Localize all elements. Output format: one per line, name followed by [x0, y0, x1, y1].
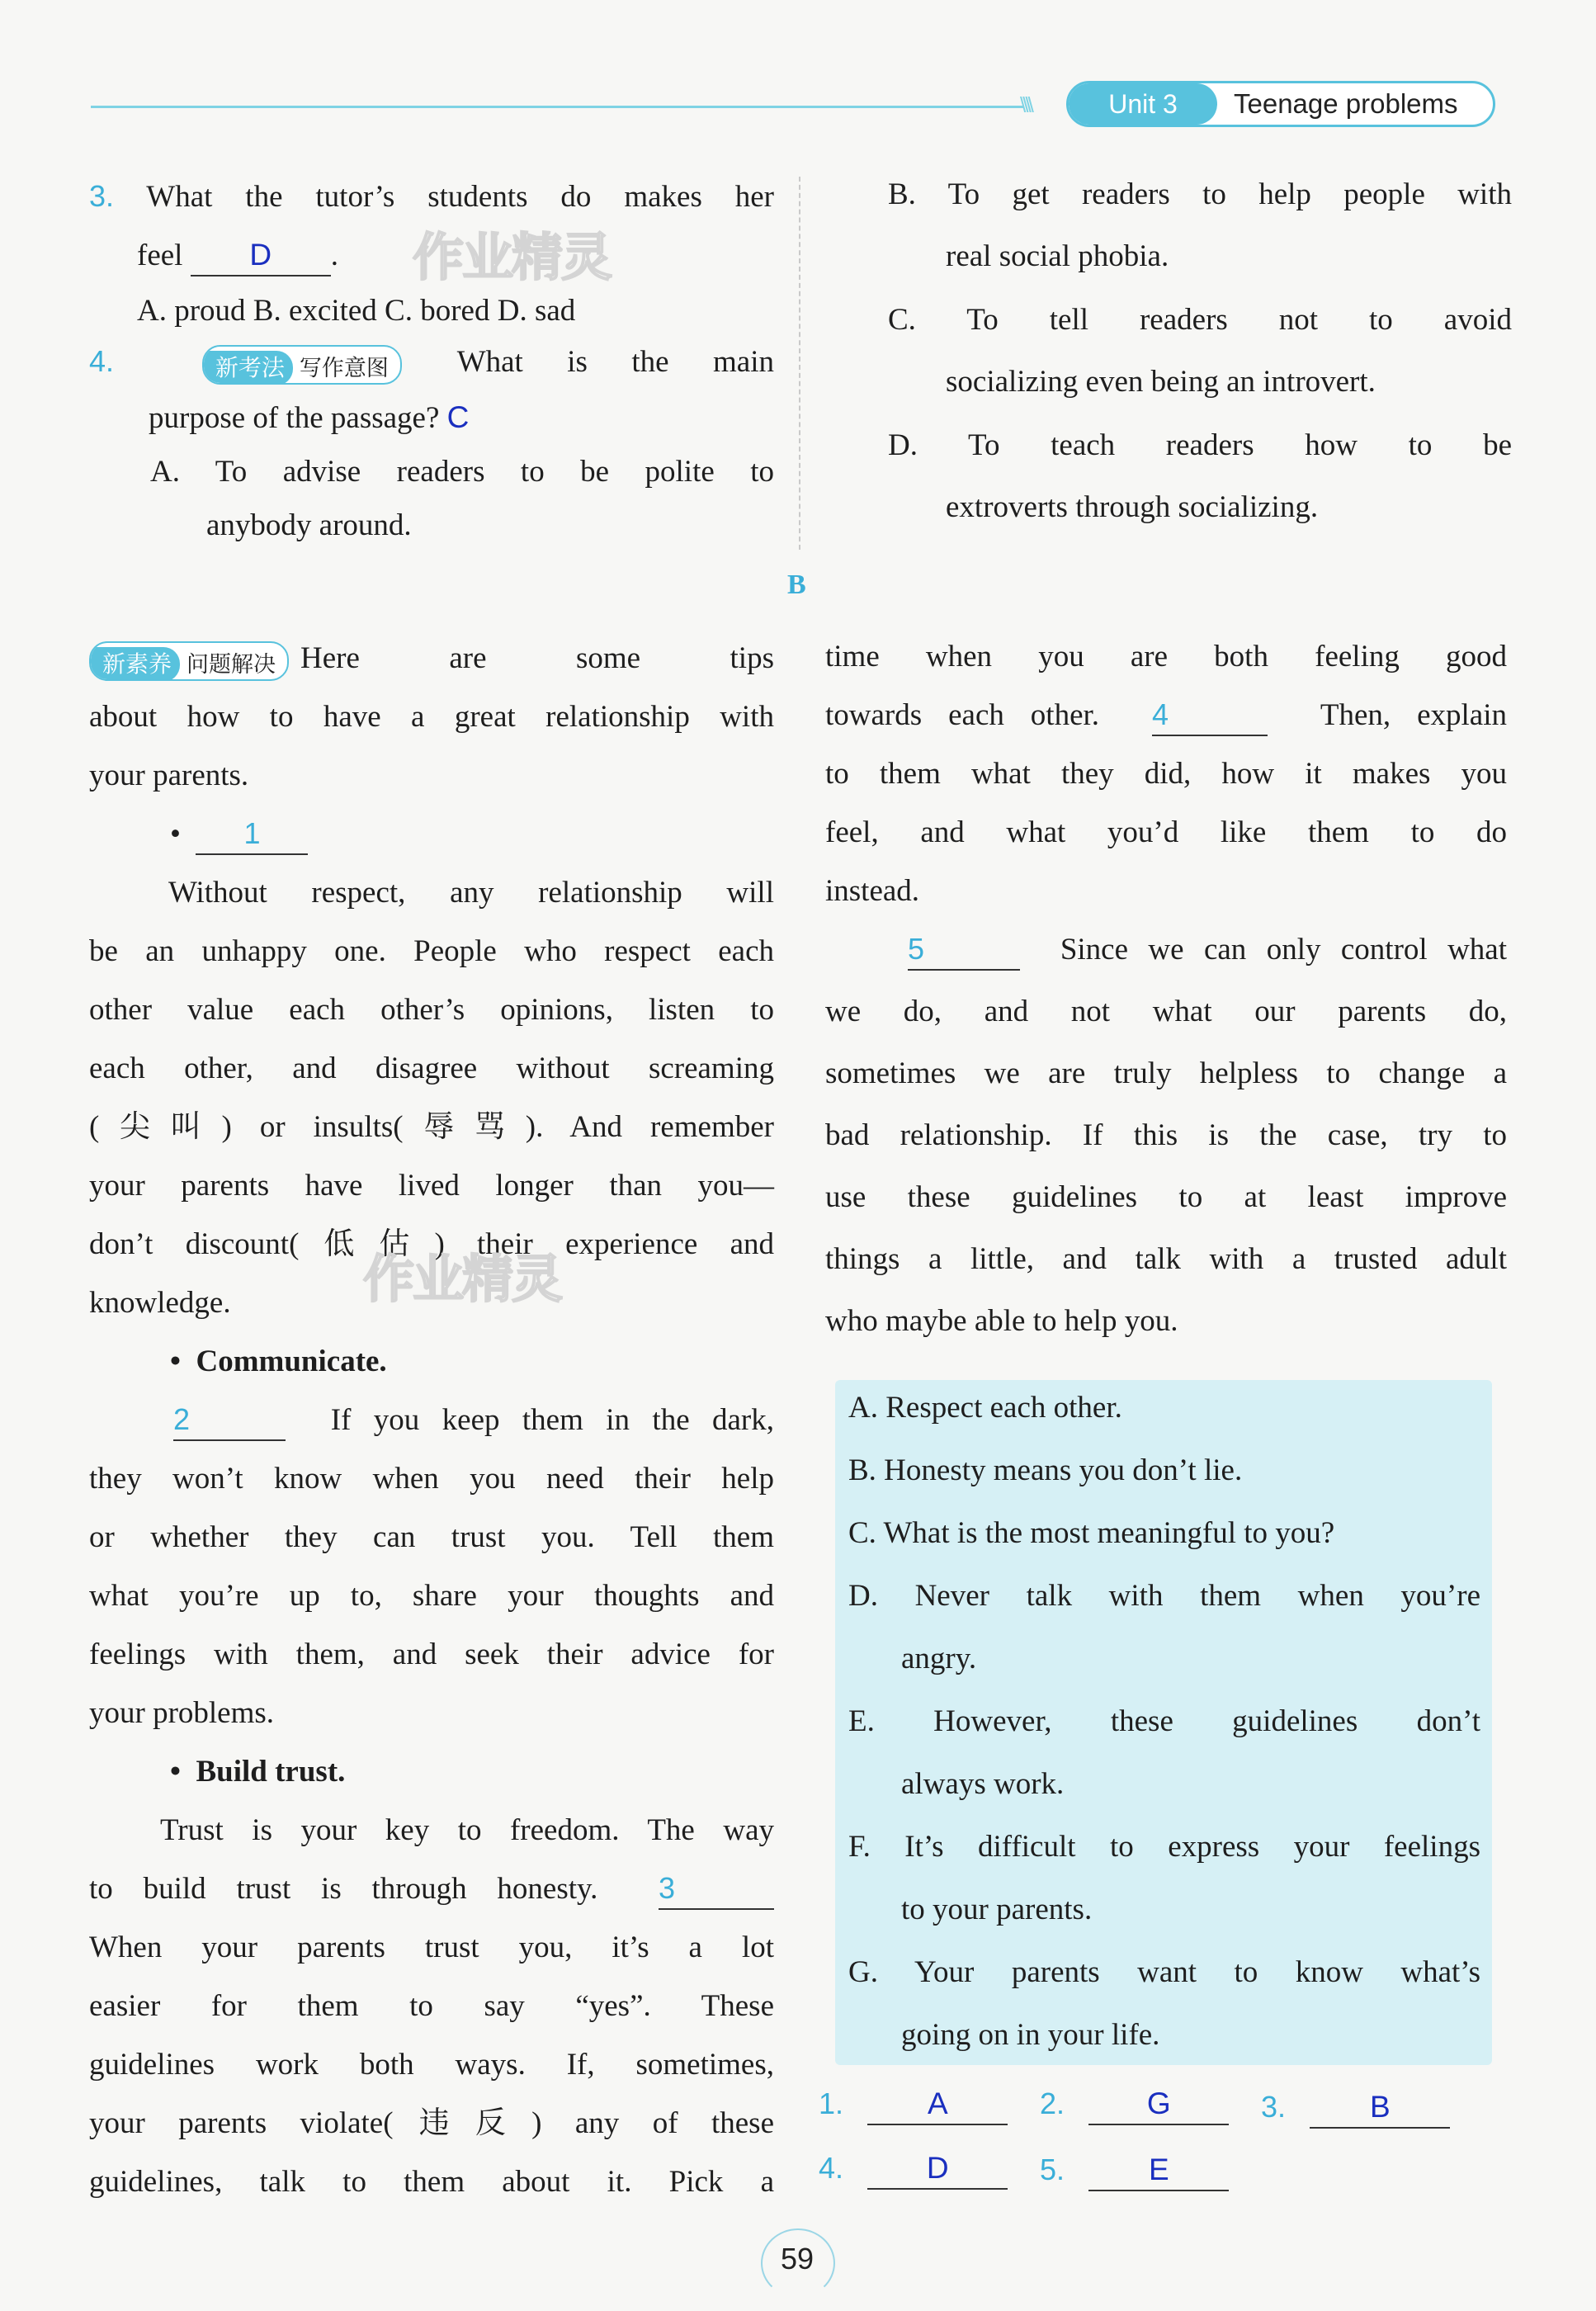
bullet-3: •: [170, 1755, 181, 1789]
option-f-line2: to your parents.: [901, 1893, 1093, 1926]
intro-line-3: your parents.: [89, 759, 249, 792]
answer-3-number: 3.: [1261, 2090, 1287, 2124]
r-line-2-post: Then, explain: [1320, 698, 1507, 732]
q4-tag: [202, 345, 402, 385]
p1-line-7: don’t discount(低估) their experience and: [89, 1227, 774, 1261]
q4-stem-line2: purpose of the passage?: [149, 401, 440, 435]
header-tick-marks: \\\\: [1020, 92, 1031, 117]
q4-option-b-line2: real social phobia.: [946, 239, 1169, 273]
unit-badge: [1066, 81, 1495, 127]
page-number: 59: [780, 2242, 815, 2276]
answer-4-number: 4.: [819, 2151, 844, 2185]
q3-options: A. proud B. excited C. bored D. sad: [137, 294, 576, 328]
p1-line-1: Without respect, any relationship will: [168, 876, 774, 910]
question-4: [89, 332, 774, 555]
section-b-tag: [89, 641, 289, 681]
q4-options-right: [888, 165, 1512, 536]
r-line-1: time when you are both feeling good: [825, 640, 1507, 673]
p1-line-5: (尖叫) or insults(辱骂). And remember: [89, 1110, 774, 1144]
q4-tag-main: 新考法: [204, 351, 293, 385]
section-b-tag-sub: 问题解决: [187, 651, 276, 678]
answer-4-blank: [867, 2149, 1008, 2190]
option-b: B. Honesty means you don’t lie.: [848, 1453, 1243, 1487]
r-line-2-pre: towards each other.: [825, 698, 1100, 732]
q4-option-b-line1: B. To get readers to help people with: [888, 177, 1512, 211]
blank-4: [1152, 696, 1268, 736]
p3-line-2: to build trust is through honesty.: [89, 1872, 598, 1906]
answer-2-value: G: [1146, 2087, 1171, 2120]
option-e-line2: always work.: [901, 1767, 1065, 1801]
section-b-tag-main: 新素养: [91, 647, 180, 681]
q3-stem-post: .: [330, 239, 338, 272]
option-e-line1: E. However, these guidelines don’t: [848, 1704, 1480, 1738]
blank-2: [173, 1401, 286, 1441]
answer-3-value: B: [1369, 2090, 1391, 2124]
passage-right-column: [825, 627, 1507, 1350]
p1-line-8: knowledge.: [89, 1286, 231, 1320]
r-line-4: feel, and what you’d like them to do: [825, 815, 1507, 849]
option-f-line1: F. It’s difficult to express your feelings: [848, 1830, 1480, 1864]
q3-stem-pre: feel: [137, 239, 183, 272]
bullet-2: •: [170, 1345, 181, 1378]
blank-5: [908, 930, 1020, 971]
p1-line-2: be an unhappy one. People who respect each: [89, 934, 774, 968]
r-line-3: to them what they did, how it makes you: [825, 757, 1507, 791]
watermark-1: 作业精灵: [413, 227, 611, 287]
answer-5-number: 5.: [1040, 2153, 1065, 2186]
q4-number: 4.: [89, 344, 115, 378]
option-c: C. What is the most meaningful to you?: [848, 1516, 1335, 1550]
bullet-1: •: [170, 817, 181, 851]
answer-1-blank: [867, 2085, 1008, 2125]
section-b-label: B: [787, 569, 806, 600]
option-g-line1: G. Your parents want to know what’s: [848, 1955, 1480, 1989]
q4-option-c-line2: socializing even being an introvert.: [946, 365, 1376, 399]
heading-communicate: Communicate.: [196, 1345, 387, 1378]
blank-1-number: 1: [243, 816, 261, 850]
q4-option-a-line1: A. To advise readers to be polite to: [150, 455, 774, 489]
blank-4-number: 4: [1151, 697, 1169, 731]
option-a: A. Respect each other.: [848, 1391, 1122, 1425]
p3-line-5: guidelines work both ways. If, sometimes,: [89, 2048, 774, 2082]
answer-3: [1261, 2088, 1450, 2129]
q4-option-d-line1: D. To teach readers how to be: [888, 428, 1512, 462]
p3-line-4: easier for them to say “yes”. These: [89, 1989, 774, 2023]
p2-first-line: If you keep them in the dark,: [330, 1403, 774, 1437]
p2-line-6: your problems.: [89, 1696, 275, 1730]
q3-answer: D: [249, 238, 272, 272]
option-d-line1: D. Never talk with them when you’re: [848, 1579, 1480, 1613]
q3-answer-blank: [191, 236, 331, 276]
p1-line-6: your parents have lived longer than you—: [89, 1169, 774, 1203]
answer-2-blank: [1088, 2085, 1229, 2125]
answer-5-value: E: [1148, 2153, 1169, 2186]
q3-number: 3.: [89, 179, 115, 213]
p5-line-6: things a little, and talk with a trusted adult: [825, 1242, 1507, 1276]
answer-2: [1040, 2085, 1229, 2125]
intro-line-1: Here are some tips: [300, 641, 774, 675]
blank-2-number: 2: [173, 1402, 191, 1436]
watermark-2: 作业精灵: [363, 1249, 562, 1309]
p2-line-2: they won’t know when you need their help: [89, 1462, 774, 1496]
p1-line-4: each other, and disagree without screaming: [89, 1052, 774, 1085]
answer-1: [819, 2085, 1008, 2125]
passage-left-column: [89, 629, 774, 2211]
q4-option-c-line1: C. To tell readers not to avoid: [888, 303, 1512, 337]
p5-line-5: use these guidelines to at least improve: [825, 1180, 1507, 1214]
blank-1: [196, 815, 308, 855]
intro-line-2: about how to have a great relationship with: [89, 700, 774, 734]
r-line-5: instead.: [825, 874, 920, 908]
answer-1-value: A: [927, 2087, 948, 2120]
column-divider: [799, 177, 800, 550]
p1-line-3: other value each other’s opinions, listen to: [89, 993, 774, 1027]
p3-line-3: When your parents trust you, it’s a lot: [89, 1931, 774, 1964]
answer-4-value: D: [926, 2151, 949, 2185]
q4-tag-sub: 写作意图: [299, 355, 389, 381]
blank-3: [659, 1869, 774, 1910]
answer-3-blank: [1310, 2088, 1450, 2129]
answer-5: [1040, 2151, 1229, 2191]
p3-line-1: Trust is your key to freedom. The way: [160, 1813, 774, 1847]
q4-option-d-line2: extroverts through socializing.: [946, 490, 1319, 524]
p5-line-4: bad relationship. If this is the case, try to: [825, 1118, 1507, 1152]
option-d-line2: angry.: [901, 1642, 977, 1675]
answer-5-blank: [1088, 2151, 1229, 2191]
answer-4: [819, 2149, 1008, 2190]
p5-line-7: who maybe able to help you.: [825, 1304, 1178, 1338]
blank-5-number: 5: [908, 932, 925, 966]
q4-stem-line1: What is the main: [456, 345, 774, 379]
q4-answer: C: [446, 400, 470, 434]
q3-stem-line1: What the tutor’s students do makes her: [146, 180, 774, 214]
q4-option-a-line2: anybody around.: [206, 508, 412, 542]
p5-first-line: Since we can only control what: [1060, 933, 1508, 966]
answer-1-number: 1.: [819, 2087, 844, 2120]
p2-line-3: or whether they can trust you. Tell them: [89, 1520, 774, 1554]
unit-label: Unit 3: [1069, 83, 1217, 125]
p5-line-3: sometimes we are truly helpless to change a: [825, 1056, 1507, 1090]
blank-3-number: 3: [659, 1871, 676, 1905]
header-rule: [91, 106, 1023, 108]
unit-title: Teenage problems: [1234, 88, 1458, 119]
answer-2-number: 2.: [1040, 2087, 1065, 2120]
options-list: [848, 1377, 1480, 2067]
p3-line-7: guidelines, talk to them about it. Pick a: [89, 2165, 774, 2199]
p2-line-5: feelings with them, and seek their advice for: [89, 1638, 774, 1671]
p5-line-2: we do, and not what our parents do,: [825, 995, 1507, 1028]
heading-build-trust: Build trust.: [196, 1755, 346, 1789]
option-g-line2: going on in your life.: [901, 2018, 1160, 2052]
p3-line-6: your parents violate(违反) any of these: [89, 2106, 774, 2140]
p2-line-4: what you’re up to, share your thoughts and: [89, 1579, 774, 1613]
